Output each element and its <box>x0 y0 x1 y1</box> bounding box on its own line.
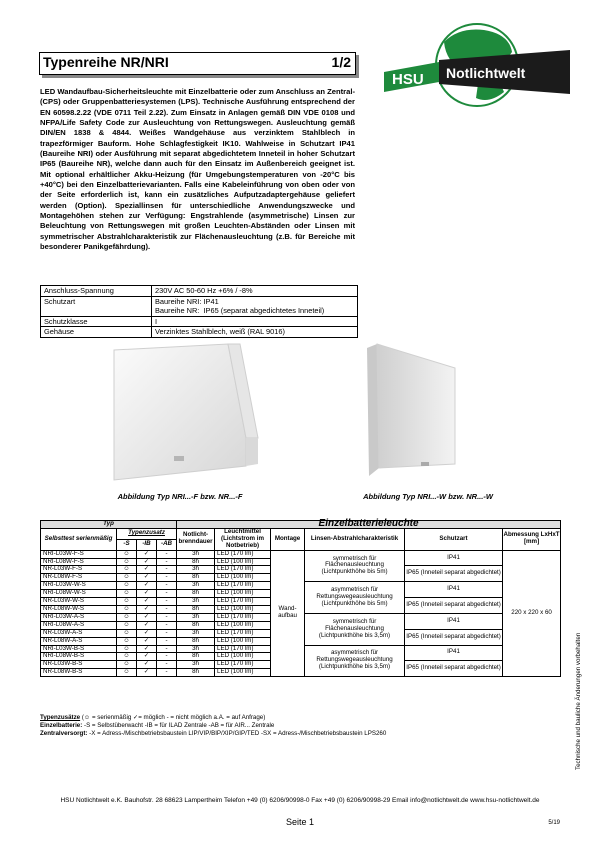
s-cell: ☺ <box>117 621 137 629</box>
side-note <box>575 590 585 770</box>
lamp-cell: LED (170 lm) <box>215 598 271 606</box>
company-logo <box>384 22 570 108</box>
ib-cell: ✓ <box>137 621 157 629</box>
duration-cell: 3h <box>177 629 215 637</box>
ab-cell: - <box>157 645 177 653</box>
s-cell: ☺ <box>117 582 137 590</box>
spec-key: Schutzklasse <box>41 316 152 327</box>
ib-cell: ✓ <box>137 605 157 613</box>
s-cell: ☺ <box>117 605 137 613</box>
legend-notes <box>40 714 560 738</box>
table-row <box>41 550 561 558</box>
page-fraction: 1/2 <box>331 54 351 70</box>
logo-left-text: HSU <box>392 71 424 88</box>
type-cell: NR-L03W-A-S <box>41 629 117 637</box>
ib-cell: ✓ <box>137 550 157 558</box>
ip-cell: IP65 (Inneteil separat abgedichtet) <box>405 661 503 677</box>
spec-key: Anschluss-Spannung <box>41 286 152 297</box>
footer-address: HSU Notlichtwelt e.K. Bauhofstr. 28 68623 Lampertheim Telefon +49 (0) 6206/90998-0 Fax +49 (0) 6206/90998-29 Email info@notlichtwelt.de www.hsu-notlichtwelt.de <box>60 797 540 804</box>
duration-cell: 8h <box>177 590 215 598</box>
ib-cell: ✓ <box>137 566 157 574</box>
ab-cell: - <box>157 621 177 629</box>
type-cell: NRI-L03W-A-S <box>41 613 117 621</box>
ab-cell: - <box>157 558 177 566</box>
lamp-cell: LED (100 lm) <box>215 669 271 677</box>
lamp-cell: LED (100 lm) <box>215 621 271 629</box>
s-cell: ☺ <box>117 550 137 558</box>
note-text: (☺ = serienmäßig ✓= möglich - = nicht möglich a.A. = auf Anfrage) <box>80 714 266 721</box>
note-text: -S = Selbstüberwacht -IB = für ILAD Zentrale -AB = für AIR... Zentrale <box>82 722 275 729</box>
duration-cell: 8h <box>177 637 215 645</box>
s-cell: ☺ <box>117 645 137 653</box>
lamp-cell: LED (170 lm) <box>215 645 271 653</box>
note-line <box>40 714 560 722</box>
product-table <box>40 520 561 677</box>
ab-cell: - <box>157 550 177 558</box>
duration-cell: 8h <box>177 605 215 613</box>
lamp-cell: LED (170 lm) <box>215 566 271 574</box>
lamp-cell: LED (170 lm) <box>215 629 271 637</box>
s-cell: ☺ <box>117 637 137 645</box>
lens-cell: symmetrisch für Flächenausleuchtung (Lichtpunkthöhe bis 5m) <box>305 550 405 582</box>
type-cell: NRI-L08W-F-S <box>41 558 117 566</box>
type-cell: NRI-L03W-B-S <box>41 645 117 653</box>
header-notlicht: Notlicht-brenndauer <box>177 528 215 550</box>
s-cell: ☺ <box>117 598 137 606</box>
ib-cell: ✓ <box>137 590 157 598</box>
duration-cell: 3h <box>177 598 215 606</box>
side-note-text: Technische und bauliche Änderungen vorbehalten <box>575 632 582 770</box>
ib-cell: ✓ <box>137 613 157 621</box>
header-leuchtmittel: Leuchtmittel (Lichtstrom im Notbetrieb) <box>215 528 271 550</box>
ip-cell: IP65 (Inneteil separat abgedichtet) <box>405 566 503 582</box>
header-einzelbatterie: Einzelbatterieleuchte <box>177 521 561 529</box>
page-title: Typenreihe NR/NRI <box>43 54 169 70</box>
ib-cell: ✓ <box>137 645 157 653</box>
s-cell: ☺ <box>117 669 137 677</box>
type-cell: NR-L08W-W-S <box>41 605 117 613</box>
spec-key: Gehäuse <box>41 327 152 338</box>
duration-cell: 3h <box>177 661 215 669</box>
header-ib: -IB <box>137 539 157 550</box>
product-image-f <box>98 338 268 488</box>
duration-cell: 8h <box>177 653 215 661</box>
type-cell: NR-L08W-B-S <box>41 669 117 677</box>
ip-cell: IP41 <box>405 582 503 598</box>
type-cell: NRI-L03W-W-S <box>41 582 117 590</box>
ib-cell: ✓ <box>137 558 157 566</box>
type-cell: NRI-L08W-B-S <box>41 653 117 661</box>
s-cell: ☺ <box>117 613 137 621</box>
duration-cell: 3h <box>177 582 215 590</box>
duration-cell: 8h <box>177 621 215 629</box>
type-cell: NRI-L08W-A-S <box>41 621 117 629</box>
ab-cell: - <box>157 669 177 677</box>
note-line <box>40 722 560 730</box>
ab-cell: - <box>157 582 177 590</box>
duration-cell: 8h <box>177 669 215 677</box>
spec-value-line: Baureihe NRI: IP41 <box>155 296 219 306</box>
lamp-cell: LED (170 lm) <box>215 550 271 558</box>
s-cell: ☺ <box>117 574 137 582</box>
ib-cell: ✓ <box>137 598 157 606</box>
note-label: Einzelbatterie: <box>40 722 83 729</box>
intro-paragraph: LED Wandaufbau-Sicherheitsleuchte mit Einzelbatterie oder zum Anschluss an Zentral- (CPS) oder Gruppenbatteriesystemen (LPS). Technische Ausführung entsprechend der EN 60598.2.22 (VDE 0711 Teil 2.22). Zum Einsatz in Anlagen gemäß DIN VDE 0108 und NFPA/Life Safety Code zur Ausleuchtung von Rettungswegen. Ausleuchtung gemäß DIN/EN 1838 & 4844. Weißes Wandgehäuse aus verzinktem Stahlblech in trapezförmiger Bauform. Hohe Schlagfestigkeit IK10. Wahlweise in Schutzart IP41 (Baureihe NRI) oder Ausführung mit separat abgedichtetem Inneteil in hoher Schutzart IP65 (Baureihe NR), welche dann auch für den Einsatz im Außenbereich geeignet ist. Mit optional erhältlicher Akku-Heizung (für Umgebungstemperaturen von -20°C bis +40°C) bei den Einzelbatterievarianten. Falls eine Kabeleinführung von oben oder von der Seite erforderlich ist, kann ein zusätzliches Aufputzadaptergehäuse geliefert werden (Option). Speziallinsen für unterschiedliche Anwendungszwecke und Montagehöhen stehen zur Verfügung: Engstrahlende (asymmetrische) Linsen zur Beleuchtung von Rettungswegen mit großen Leuchten-Abständen oder Linsen mit symmetrischer Abstrahlcharakteristik zur Flächenausleuchtung (z.B. für Bereiche mit besonderer Panikgefährdung). <box>40 87 355 252</box>
duration-cell: 8h <box>177 574 215 582</box>
product-image-w <box>355 338 465 488</box>
s-cell: ☺ <box>117 629 137 637</box>
lamp-cell: LED (170 lm) <box>215 613 271 621</box>
lamp-cell: LED (170 lm) <box>215 582 271 590</box>
lamp-cell: LED (100 lm) <box>215 590 271 598</box>
header-selbsttest: Selbsttest serienmäßig <box>41 528 117 550</box>
montage-cell: Wand-aufbau <box>271 550 305 677</box>
header-abmessung: Abmessung LxHxT [mm] <box>503 528 561 550</box>
lamp-cell: LED (170 lm) <box>215 661 271 669</box>
ip-cell: IP65 (Inneteil separat abgedichtet) <box>405 598 503 614</box>
header-montage: Montage <box>271 528 305 550</box>
lamp-cell: LED (100 lm) <box>215 653 271 661</box>
type-cell: NR-L03W-W-S <box>41 598 117 606</box>
type-cell: NR-L03W-F-S <box>41 566 117 574</box>
type-cell: NR-L08W-F-S <box>41 574 117 582</box>
spec-value: I <box>152 316 358 327</box>
header-linsen: Linsen-Abstrahlcharakteristik <box>305 528 405 550</box>
lens-cell: asymmetrisch für Rettungswegeausleuchtung (Lichtpunkthöhe bis 3,5m) <box>305 645 405 677</box>
ab-cell: - <box>157 637 177 645</box>
lamp-cell: LED (100 lm) <box>215 605 271 613</box>
s-cell: ☺ <box>117 590 137 598</box>
lamp-cell: LED (100 lm) <box>215 637 271 645</box>
header-s: -S <box>117 539 137 550</box>
duration-cell: 3h <box>177 550 215 558</box>
s-cell: ☺ <box>117 566 137 574</box>
abmessung-cell: 220 x 220 x 60 <box>503 550 561 677</box>
spec-key: Schutzart <box>41 296 152 316</box>
type-cell: NR-L08W-A-S <box>41 637 117 645</box>
ib-cell: ✓ <box>137 637 157 645</box>
note-text: -X = Adress-/Mischbetriebsbaustein LIP/VIP/BIP/XIP/GIP/TED -SX = Adress-/Mischbetriebsbaustein LPS260 <box>87 730 387 737</box>
ab-cell: - <box>157 566 177 574</box>
duration-cell: 3h <box>177 645 215 653</box>
ab-cell: - <box>157 661 177 669</box>
caption-image-w: Abbildung Typ NRI...-W bzw. NR...-W <box>363 492 493 501</box>
s-cell: ☺ <box>117 558 137 566</box>
duration-cell: 3h <box>177 566 215 574</box>
ab-cell: - <box>157 629 177 637</box>
lens-cell: symmetrisch für Flächenausleuchtung (Lichtpunkthöhe bis 3,5m) <box>305 613 405 645</box>
duration-cell: 8h <box>177 558 215 566</box>
duration-cell: 3h <box>177 613 215 621</box>
spec-value <box>152 296 358 316</box>
page-number: Seite 1 <box>285 817 315 827</box>
ip-cell: IP41 <box>405 550 503 566</box>
s-cell: ☺ <box>117 661 137 669</box>
s-cell: ☺ <box>117 653 137 661</box>
ip-cell: IP41 <box>405 645 503 661</box>
spec-value: 230V AC 50-60 Hz +6% / -8% <box>152 286 358 297</box>
ab-cell: - <box>157 613 177 621</box>
header-ab: -AB <box>157 539 177 550</box>
header-schutzart: Schutzart <box>405 528 503 550</box>
caption-image-f: Abbildung Typ NRI...-F bzw. NR...-F <box>117 492 243 501</box>
ib-cell: ✓ <box>137 574 157 582</box>
type-cell: NRI-L08W-W-S <box>41 590 117 598</box>
lens-cell: asymmetrisch für Rettungswegeausleuchtung (Lichtpunkthöhe bis 5m) <box>305 582 405 614</box>
spec-value: Verzinktes Stahlblech, weiß (RAL 9016) <box>152 327 358 338</box>
ab-cell: - <box>157 605 177 613</box>
ib-cell: ✓ <box>137 669 157 677</box>
title-box <box>39 52 356 75</box>
lamp-cell: LED (100 lm) <box>215 558 271 566</box>
type-cell: NRI-L03W-F-S <box>41 550 117 558</box>
header-typenzusatz: Typenzusatz <box>117 528 177 539</box>
ab-cell: - <box>157 653 177 661</box>
header-typ: Typ <box>41 521 177 529</box>
lamp-cell: LED (100 lm) <box>215 574 271 582</box>
version-label: 5/19 <box>548 820 560 826</box>
ip-cell: IP41 <box>405 613 503 629</box>
ab-cell: - <box>157 598 177 606</box>
logo-right-text: Notlichtwelt <box>446 65 526 81</box>
note-label: Zentralversorgt: <box>40 730 88 737</box>
ib-cell: ✓ <box>137 653 157 661</box>
ib-cell: ✓ <box>137 582 157 590</box>
ib-cell: ✓ <box>137 629 157 637</box>
spec-table <box>40 285 358 338</box>
note-label: Typenzusätze <box>40 714 81 721</box>
ab-cell: - <box>157 590 177 598</box>
note-line <box>40 730 560 738</box>
type-cell: NR-L03W-B-S <box>41 661 117 669</box>
ib-cell: ✓ <box>137 661 157 669</box>
spec-value-line: Baureihe NR: IP65 (separat abgedichtetes Inneteil) <box>155 306 325 315</box>
ab-cell: - <box>157 574 177 582</box>
ip-cell: IP65 (Inneteil separat abgedichtet) <box>405 629 503 645</box>
